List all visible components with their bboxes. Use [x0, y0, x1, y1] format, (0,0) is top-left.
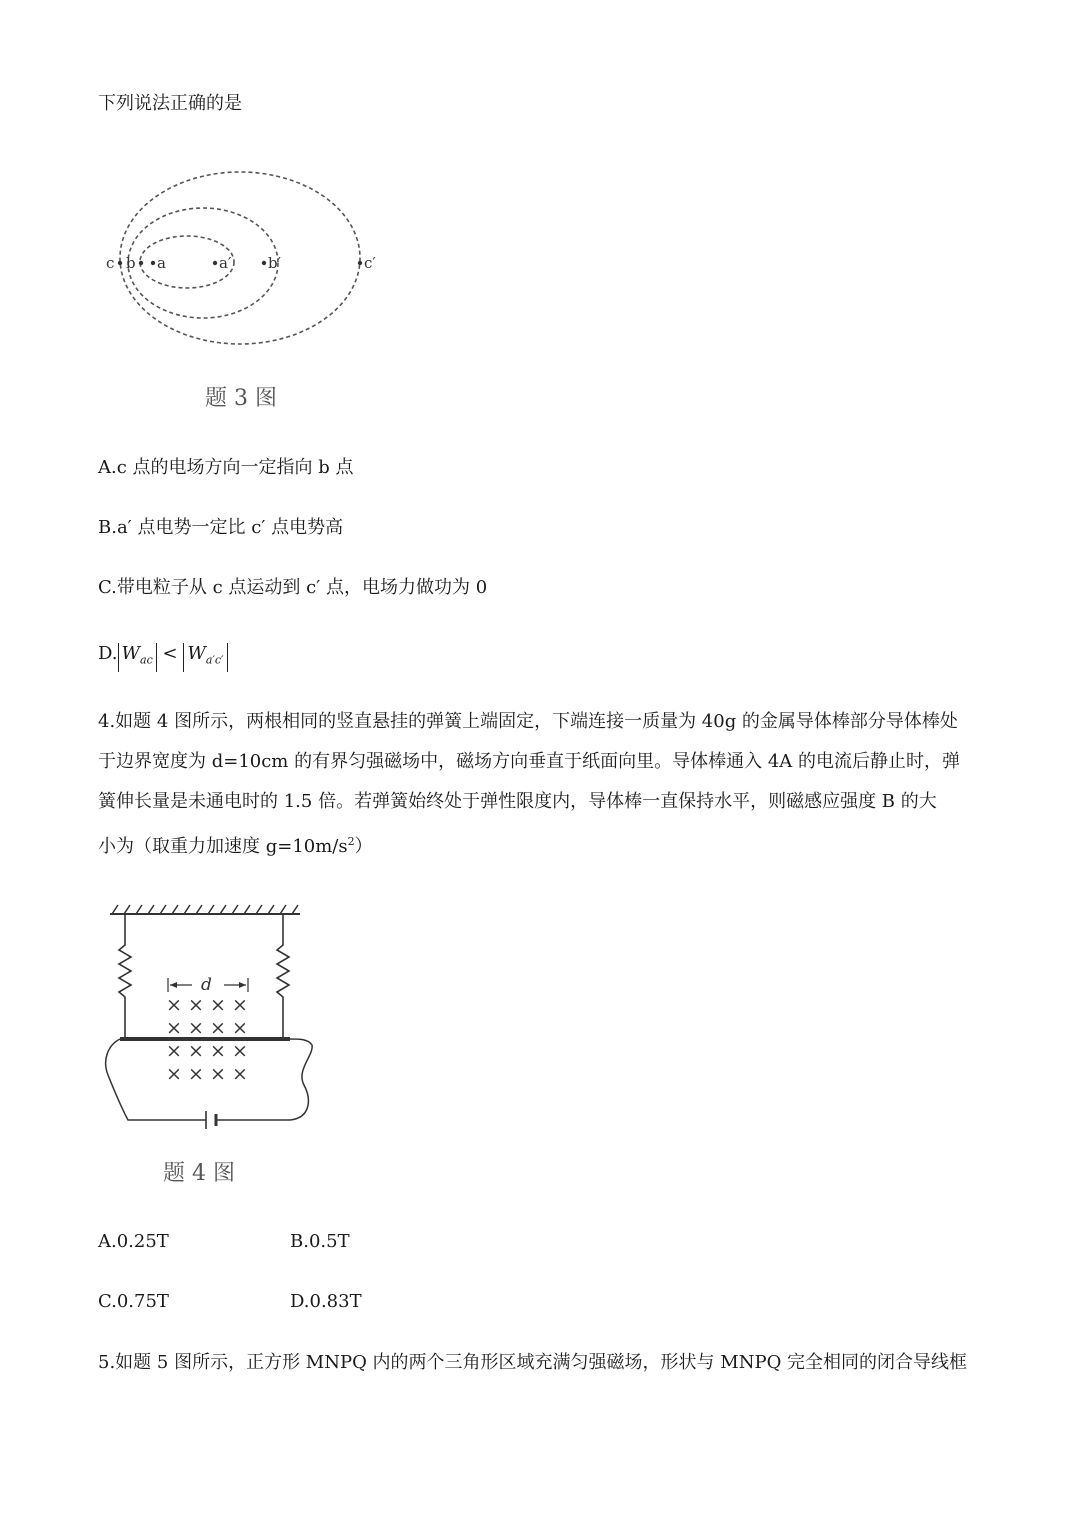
point-c-prime-dot	[358, 261, 362, 265]
q3-option-a: A.c 点的电场方向一定指向 b 点	[98, 457, 354, 478]
field-cross: ×	[232, 1017, 248, 1039]
q3-option-d-prefix: D.	[98, 643, 118, 664]
point-a-prime-dot	[213, 261, 217, 265]
figure-3-caption: 题 3 图	[205, 386, 277, 411]
q4-option-b: B.0.5T	[290, 1231, 350, 1252]
q4-line-1: 4.如题 4 图所示，两根相同的竖直悬挂的弹簧上端固定，下端连接一质量为 40g 的金属导体棒部分导体棒处	[98, 711, 958, 732]
ceiling-hatching	[112, 905, 298, 914]
field-cross: ×	[166, 994, 182, 1016]
field-cross: ×	[210, 1040, 226, 1062]
w-subscript-ac: ac	[140, 653, 153, 667]
d-left-arrowhead	[170, 982, 177, 988]
field-cross: ×	[188, 994, 204, 1016]
field-cross: ×	[188, 1040, 204, 1062]
field-cross: ×	[166, 1017, 182, 1039]
q4-option-d: D.0.83T	[290, 1291, 362, 1312]
field-cross: ×	[210, 994, 226, 1016]
q4-line-4-text: 小为（取重力加速度 g=10m/s	[98, 836, 348, 857]
label-b: b	[126, 254, 136, 272]
q4-option-a: A.0.25T	[98, 1231, 169, 1252]
q4-line-4-suffix: ）	[354, 836, 373, 857]
q3-option-b: B.a′ 点电势一定比 c′ 点电势高	[98, 517, 344, 538]
q3-option-c: C.带电粒子从 c 点运动到 c′ 点，电场力做功为 0	[98, 577, 488, 598]
field-cross: ×	[210, 1063, 226, 1085]
field-cross: ×	[166, 1063, 182, 1085]
q4-option-c: C.0.75T	[98, 1291, 169, 1312]
abs-w-a-prime-c-prime	[183, 643, 227, 672]
right-spring	[277, 914, 289, 1038]
q4-paragraph	[98, 702, 988, 867]
q4-line-4	[98, 822, 988, 867]
w-symbol-left: W	[121, 643, 141, 664]
outer-dashed-oval	[120, 172, 360, 344]
w-subscript-a-prime-c-prime: a′c′	[205, 653, 224, 667]
d-right-arrowhead	[239, 982, 246, 988]
middle-dashed-oval	[128, 208, 278, 318]
label-a: a	[157, 254, 166, 272]
label-c: c	[106, 254, 115, 272]
point-c-dot	[118, 261, 122, 265]
circuit-wire	[106, 1039, 313, 1120]
field-cross: ×	[232, 1040, 248, 1062]
point-b-prime-dot	[262, 261, 266, 265]
d-label: d	[201, 975, 212, 995]
figure-4-diagram	[100, 900, 330, 1140]
point-a-dot	[151, 261, 155, 265]
field-cross: ×	[232, 1063, 248, 1085]
field-cross: ×	[188, 1063, 204, 1085]
less-than-sign: <	[162, 643, 178, 664]
label-a-prime: a′	[219, 254, 232, 272]
field-cross: ×	[188, 1017, 204, 1039]
q3-option-d	[98, 642, 228, 672]
field-cross: ×	[166, 1040, 182, 1062]
label-b-prime: b′	[268, 254, 282, 272]
field-cross: ×	[210, 1017, 226, 1039]
q4-line-3: 簧伸长量是未通电时的 1.5 倍。若弹簧始终处于弹性限度内，导体棒一直保持水平，则磁感应强度 B 的大	[98, 791, 937, 812]
q4-superscript: 2	[347, 835, 355, 848]
left-spring	[119, 914, 131, 1038]
q5-line-1: 5.如题 5 图所示，正方形 MNPQ 内的两个三角形区域充满匀强磁场，形状与 MNPQ 完全相同的闭合导线框	[98, 1352, 968, 1373]
q4-line-2: 于边界宽度为 d=10cm 的有界匀强磁场中，磁场方向垂直于纸面向里。导体棒通入 4A 的电流后静止时，弹	[98, 751, 960, 772]
field-cross: ×	[232, 994, 248, 1016]
figure-3-diagram	[95, 165, 395, 365]
figure-4-caption: 题 4 图	[163, 1161, 235, 1186]
w-symbol-right: W	[187, 643, 206, 664]
label-c-prime: c′	[364, 254, 376, 272]
abs-w-ac	[118, 643, 157, 672]
point-b-dot	[139, 261, 143, 265]
question-intro: 下列说法正确的是	[98, 93, 242, 114]
